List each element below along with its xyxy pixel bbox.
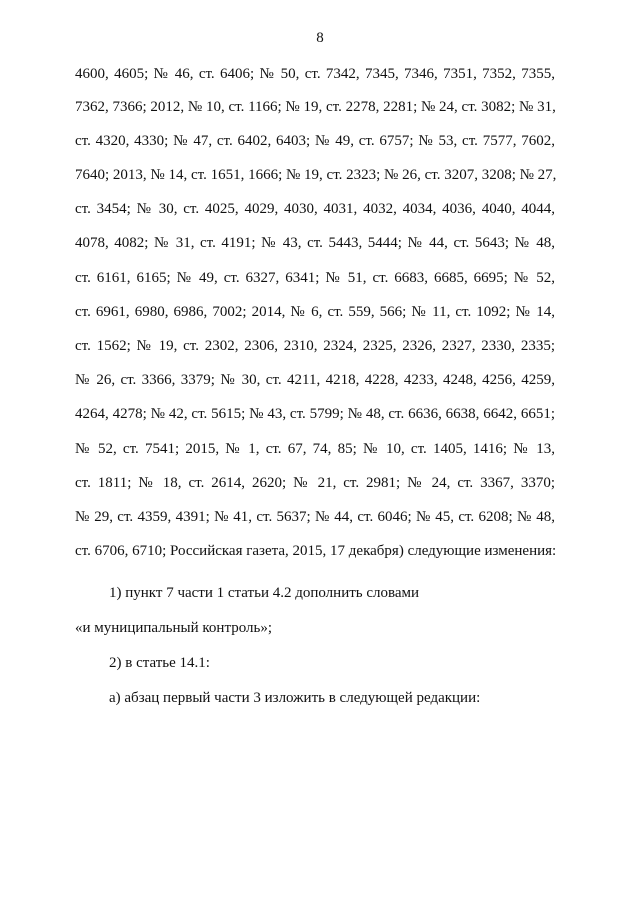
text-line: 4078, 4082; № 31, ст. 4191; № 43, ст. 5443, 5444; № 44, ст. 5643; № 48, — [75, 235, 555, 251]
page-number: 8 — [316, 30, 324, 46]
item-1-line-1: 1) пункт 7 части 1 статьи 4.2 дополнить словами — [109, 585, 420, 601]
item-2: 2) в статье 14.1: — [109, 655, 210, 671]
text-line: ст. 6961, 6980, 6986, 7002; 2014, № 6, ст. 559, 566; № 11, ст. 1092; № 14, — [75, 304, 555, 320]
text-line: ст. 1811; № 18, ст. 2614, 2620; № 21, ст. 2981; № 24, ст. 3367, 3370; — [75, 475, 555, 491]
item-1-line-2: «и муниципальный контроль»; — [75, 620, 272, 636]
text-line: ст. 6161, 6165; № 49, ст. 6327, 6341; № 51, ст. 6683, 6685, 6695; № 52, — [75, 270, 555, 286]
text-line: № 29, ст. 4359, 4391; № 41, ст. 5637; № 44, ст. 6046; № 45, ст. 6208; № 48, — [75, 509, 555, 525]
text-line: ст. 6706, 6710; Российская газета, 2015, 17 декабря) следующие изменения: — [75, 543, 557, 559]
item-2a: а) абзац первый части 3 изложить в следующей редакции: — [109, 690, 481, 706]
text-line: ст. 1562; № 19, ст. 2302, 2306, 2310, 2324, 2325, 2326, 2327, 2330, 2335; — [75, 338, 555, 354]
text-line: 4600, 4605; № 46, ст. 6406; № 50, ст. 7342, 7345, 7346, 7351, 7352, 7355, — [75, 66, 555, 82]
text-line: № 26, ст. 3366, 3379; № 30, ст. 4211, 4218, 4228, 4233, 4248, 4256, 4259, — [75, 372, 555, 388]
text-line: ст. 3454; № 30, ст. 4025, 4029, 4030, 4031, 4032, 4034, 4036, 4040, 4044, — [75, 201, 555, 217]
text-line: 7640; 2013, № 14, ст. 1651, 1666; № 19, ст. 2323; № 26, ст. 3207, 3208; № 27, — [75, 167, 557, 183]
text-line: № 52, ст. 7541; 2015, № 1, ст. 67, 74, 85; № 10, ст. 1405, 1416; № 13, — [75, 441, 555, 457]
text-line: 4264, 4278; № 42, ст. 5615; № 43, ст. 5799; № 48, ст. 6636, 6638, 6642, 6651; — [75, 406, 555, 422]
text-line: 7362, 7366; 2012, № 10, ст. 1166; № 19, ст. 2278, 2281; № 24, ст. 3082; № 31, — [75, 99, 556, 115]
text-line: ст. 4320, 4330; № 47, ст. 6402, 6403; № 49, ст. 6757; № 53, ст. 7577, 7602, — [75, 133, 555, 149]
